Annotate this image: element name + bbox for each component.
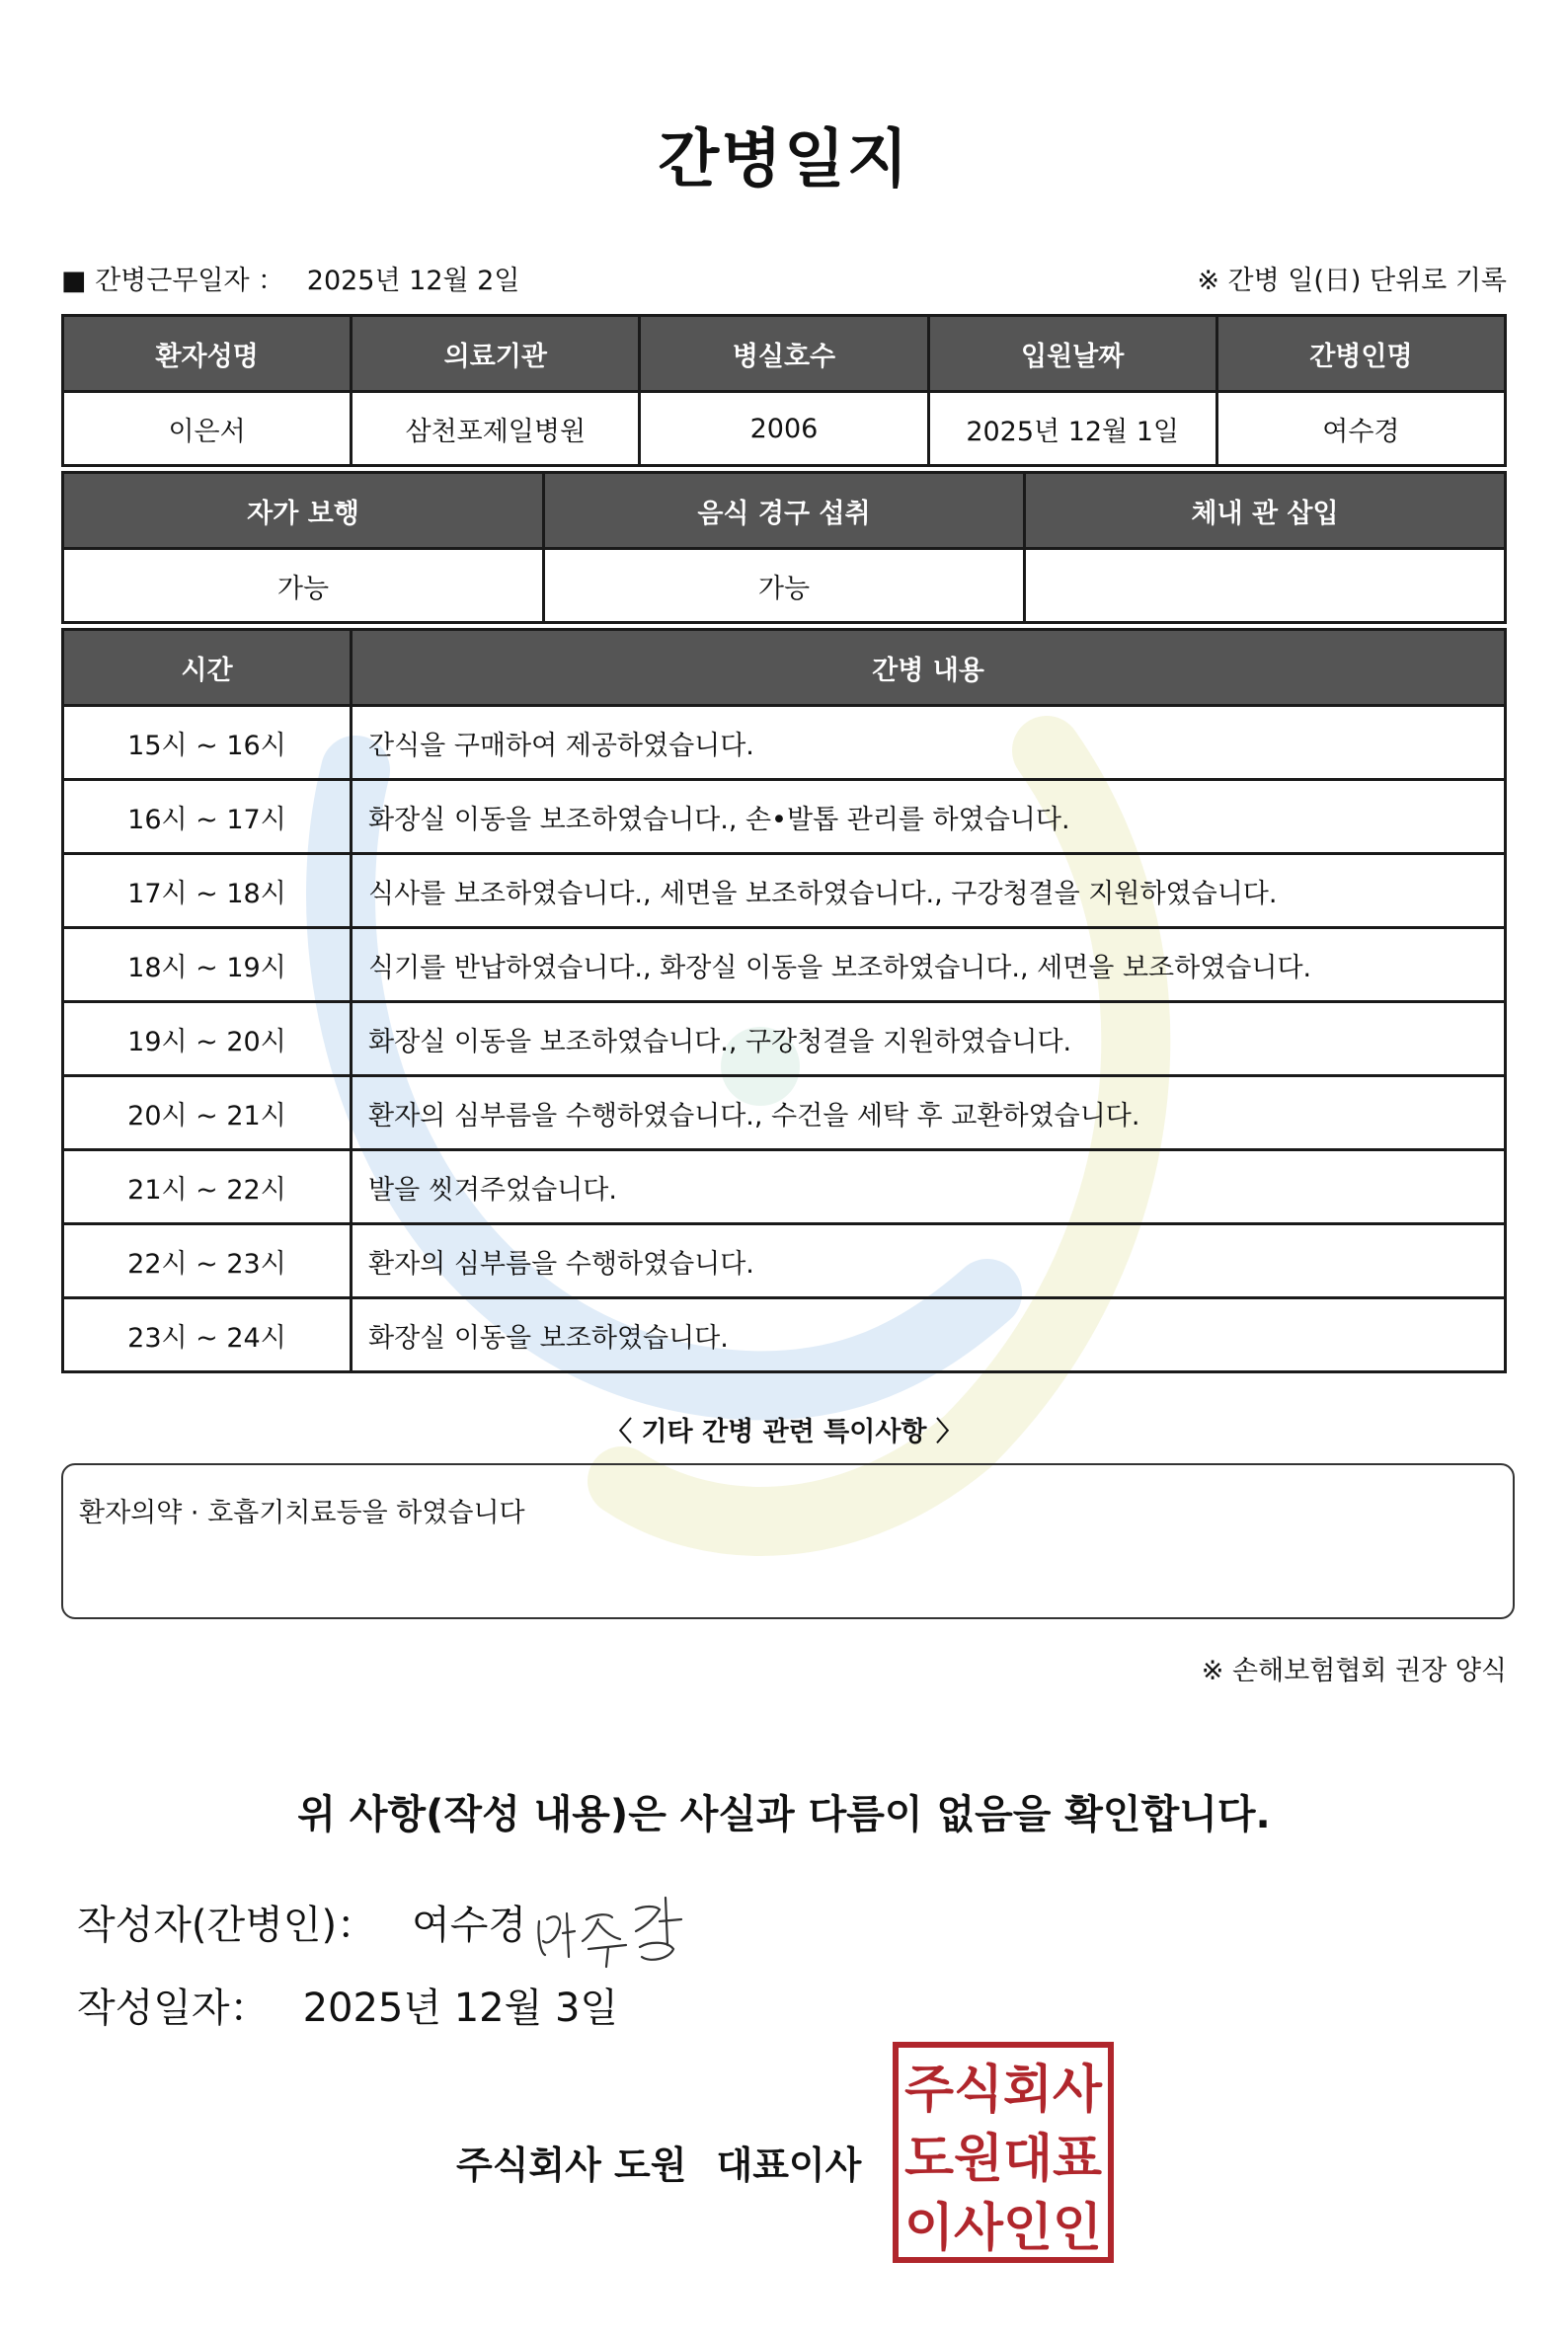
svg-text:주식회사: 주식회사 [904, 2061, 1103, 2120]
time-cell: 21시 ~ 22시 [63, 1150, 352, 1224]
content-cell: 화장실 이동을 보조하였습니다., 손•발톱 관리를 하였습니다. [352, 780, 1506, 854]
oral-intake-header: 음식 경구 섭취 [544, 473, 1025, 549]
time-cell: 22시 ~ 23시 [63, 1224, 352, 1298]
written-date-label: 작성일자： [77, 1986, 270, 2031]
time-cell: 16시 ~ 17시 [63, 780, 352, 854]
table-row [63, 854, 1506, 928]
patient-info-header-row [63, 316, 1506, 392]
care-log-table [61, 628, 1507, 1373]
status-value-row [63, 549, 1506, 623]
writer-line [77, 1894, 526, 1950]
patient-info-table [61, 314, 1507, 467]
svg-text:도원대표: 도원대표 [904, 2130, 1102, 2189]
content-cell: 식기를 반납하였습니다., 화장실 이동을 보조하였습니다., 세면을 보조하였습니다. [352, 928, 1506, 1002]
work-date-value: 2025년 12월 2일 [306, 266, 520, 296]
patient-info-value-row [63, 392, 1506, 466]
status-header-row [63, 473, 1506, 549]
representative-title: 대표이사 [716, 2143, 862, 2187]
content-cell: 간식을 구매하여 제공하였습니다. [352, 706, 1506, 780]
table-row [63, 1150, 1506, 1224]
svg-text:이사인인: 이사인인 [904, 2199, 1102, 2258]
care-log-header-row [63, 630, 1506, 706]
written-date-line [77, 1977, 618, 2033]
patient-status-table [61, 471, 1507, 624]
writer-label: 작성자(간병인)： [77, 1903, 377, 1948]
institution-header: 의료기관 [352, 316, 640, 392]
writer-name: 여수경 [412, 1903, 526, 1948]
table-row [63, 780, 1506, 854]
patient-name-value: 이은서 [63, 392, 352, 466]
content-cell: 환자의 심부름을 수행하였습니다., 수건을 세탁 후 교환하였습니다. [352, 1076, 1506, 1150]
table-row [63, 1298, 1506, 1372]
handwritten-signature [533, 1884, 701, 1973]
written-date-value: 2025년 12월 3일 [302, 1986, 619, 2031]
time-header: 시간 [63, 630, 352, 706]
special-notes-title: 〈 기타 간병 관련 특이사항 〉 [605, 1417, 963, 1447]
time-cell: 15시 ~ 16시 [63, 706, 352, 780]
work-date-label: ■ 간병근무일자 ： [61, 266, 285, 296]
time-cell: 23시 ~ 24시 [63, 1298, 352, 1372]
content-cell: 식사를 보조하였습니다., 세면을 보조하였습니다., 구강청결을 지원하였습니다. [352, 854, 1506, 928]
table-row [63, 1224, 1506, 1298]
content-cell: 화장실 이동을 보조하였습니다., 구강청결을 지원하였습니다. [352, 1002, 1506, 1076]
special-notes-box [61, 1463, 1515, 1619]
work-date-line [61, 259, 519, 297]
room-number-value: 2006 [640, 392, 928, 466]
care-content-header: 간병 내용 [352, 630, 1506, 706]
table-row [63, 1002, 1506, 1076]
caregiver-name-value: 여수경 [1216, 392, 1505, 466]
self-walking-value: 가능 [63, 549, 544, 623]
tube-insertion-value [1025, 549, 1506, 623]
confirmation-statement: 위 사항(작성 내용)은 사실과 다름이 없음을 확인합니다. [297, 1792, 1271, 1837]
time-cell: 18시 ~ 19시 [63, 928, 352, 1002]
company-seal [893, 2042, 1114, 2263]
company-line [456, 2135, 861, 2189]
content-cell: 발을 씻겨주었습니다. [352, 1150, 1506, 1224]
self-walking-header: 자가 보행 [63, 473, 544, 549]
time-cell: 17시 ~ 18시 [63, 854, 352, 928]
admission-date-header: 입원날짜 [928, 316, 1216, 392]
content-cell: 화장실 이동을 보조하였습니다. [352, 1298, 1506, 1372]
content-cell: 환자의 심부름을 수행하였습니다. [352, 1224, 1506, 1298]
company-name: 주식회사 도원 [456, 2143, 687, 2187]
table-row [63, 706, 1506, 780]
room-number-header: 병실호수 [640, 316, 928, 392]
time-cell: 19시 ~ 20시 [63, 1002, 352, 1076]
tube-insertion-header: 체내 관 삽입 [1025, 473, 1506, 549]
table-row [63, 928, 1506, 1002]
patient-name-header: 환자성명 [63, 316, 352, 392]
oral-intake-value: 가능 [544, 549, 1025, 623]
unit-note: ※ 간병 일(日) 단위로 기록 [1197, 266, 1507, 296]
time-cell: 20시 ~ 21시 [63, 1076, 352, 1150]
admission-date-value: 2025년 12월 1일 [928, 392, 1216, 466]
institution-value: 삼천포제일병원 [352, 392, 640, 466]
caregiver-name-header: 간병인명 [1216, 316, 1505, 392]
special-notes-text: 환자의약 · 호흡기치료등을 하였습니다 [79, 1498, 525, 1528]
recommendation-note: ※ 손해보험협회 권장 양식 [1201, 1656, 1507, 1686]
table-row [63, 1076, 1506, 1150]
document-title: 간병일지 [658, 123, 910, 196]
